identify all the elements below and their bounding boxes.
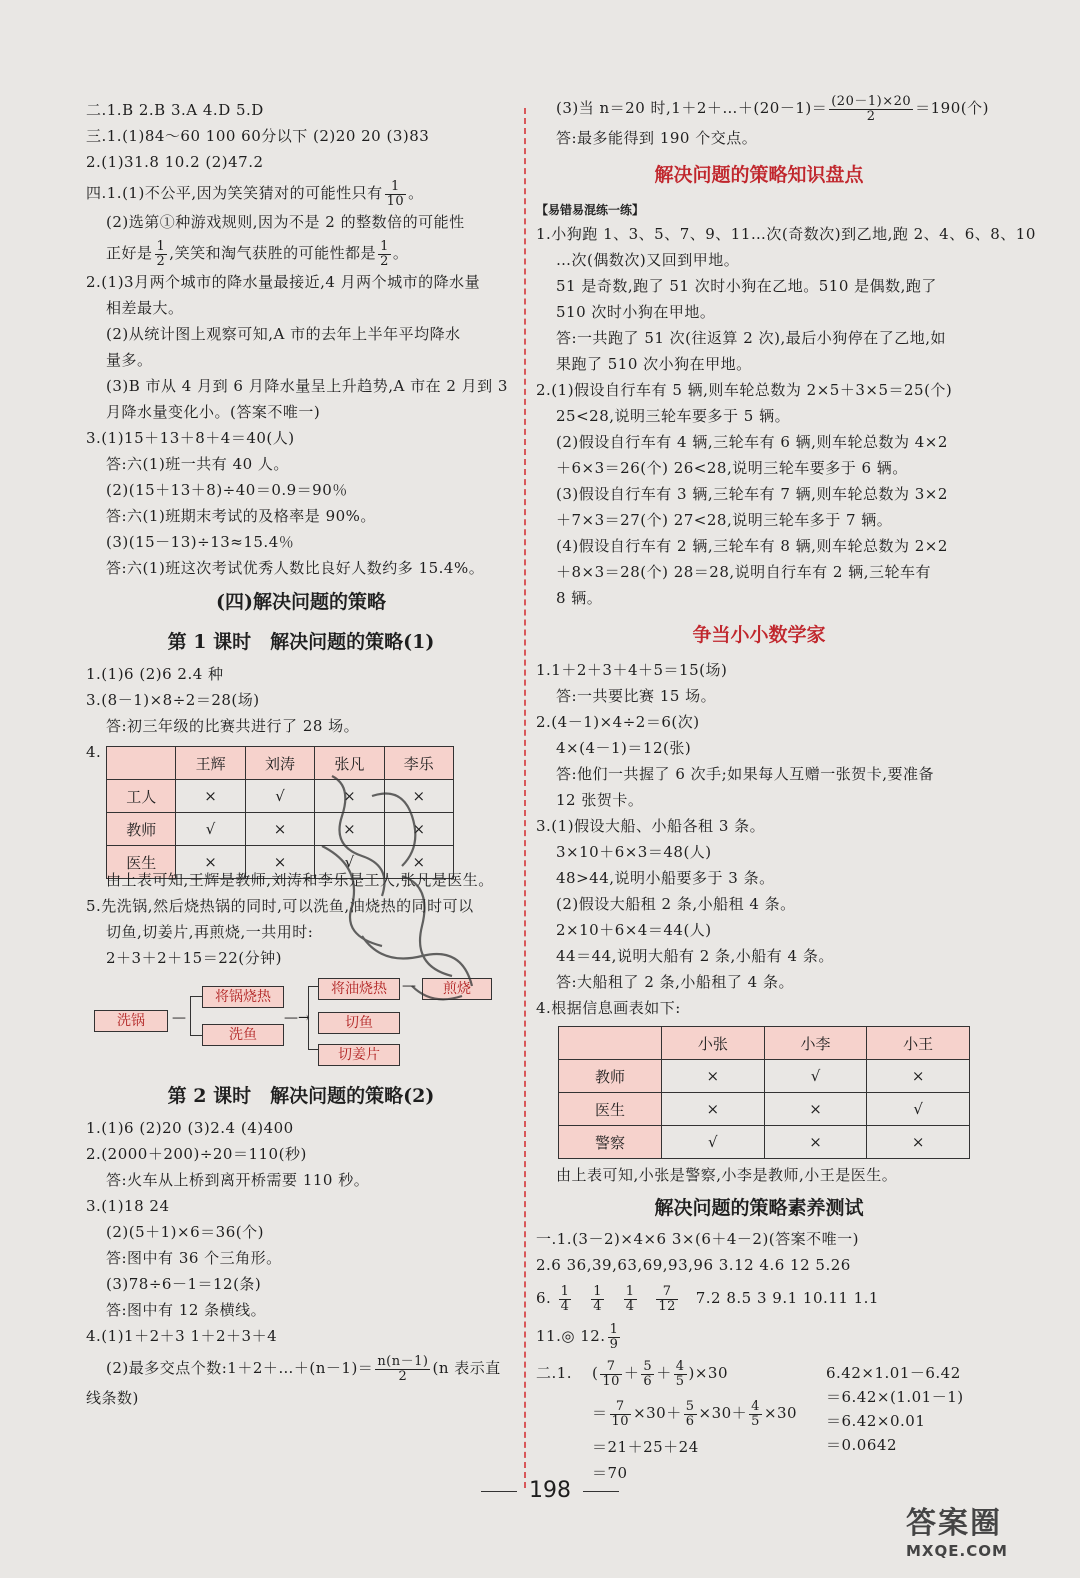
answer-line: 3.(1)15＋13＋8＋4＝40(人) [86, 429, 295, 447]
calc-line: ( $\frac{7}{10}$ ＋ $\frac{5}{6}$ ＋ $\frac{4}{5}$ )×30 [592, 1358, 729, 1389]
section-title: 解决问题的策略素养测试 [654, 1197, 864, 1219]
answer-line: (2)假设自行车有 4 辆,三轮车有 6 辆,则车轮总数为 4×2 [556, 433, 948, 451]
table-cell: 教师 [107, 813, 176, 846]
table-cell: × [662, 1060, 765, 1093]
answer-line: 1.(1)6 (2)20 (3)2.4 (4)400 [86, 1119, 294, 1137]
table-cell: 工人 [107, 780, 176, 813]
answer-line: 答:一共跑了 51 次(往返算 2 次),最后小狗停在了乙地,如 [556, 329, 946, 347]
answer-line: 答:大船租了 2 条,小船租了 4 条。 [556, 973, 794, 991]
table-cell: √ [245, 780, 314, 813]
answer-line: 2.(1)假设自行车有 5 辆,则车轮总数为 2×5＋3×5＝25(个) [536, 381, 953, 399]
answer-line: 4.根据信息画表如下: [536, 999, 681, 1017]
question-number: 二.1. [536, 1364, 573, 1382]
table-cell: × [867, 1126, 970, 1159]
answer-line: (2)从统计图上观察可知,A 市的去年上半年平均降水 [106, 325, 461, 343]
answer-line: 切鱼,切姜片,再煎烧,一共用时: [106, 923, 314, 941]
answer-line: 线条数) [86, 1389, 139, 1407]
answer-line: 量多。 [106, 351, 153, 369]
table-cell: × [764, 1093, 867, 1126]
practice-tag: 【易错易混练一练】 [536, 203, 645, 217]
answer-line: 答:六(1)班一共有 40 人。 [106, 455, 289, 473]
table-cell: √ [867, 1093, 970, 1126]
table-cell: 警察 [559, 1126, 662, 1159]
calc-line: ＝ $\frac{7}{10}$ ×30＋ $\frac{5}{6}$ ×30＋ $\frac{4}{5}$ ×30 [592, 1398, 798, 1429]
table-header: 李乐 [384, 747, 453, 780]
table-cell: × [867, 1060, 970, 1093]
calc-line: ＝21＋25＋24 [592, 1438, 699, 1456]
answer-line: (2)假设大船租 2 条,小船租 4 条。 [556, 895, 796, 913]
answer-line: (2)(5＋1)×6＝36(个) [106, 1223, 264, 1241]
table-header: 刘涛 [245, 747, 314, 780]
lesson-title: 第 1 课时 解决问题的策略(1) [167, 631, 435, 653]
table-cell: × [245, 813, 314, 846]
answer-line: 答:初三年级的比赛共进行了 28 场。 [106, 717, 360, 735]
arrow-icon: —→ [284, 1010, 310, 1026]
table-header [107, 747, 176, 780]
section-title: 争当小小数学家 [692, 624, 826, 646]
answer-line: (2)(15＋13＋8)÷40＝0.9＝90％ [106, 481, 348, 499]
calc-line: ＝6.42×0.01 [826, 1412, 926, 1430]
table-cell: √ [315, 846, 384, 879]
flow-box: 煎烧 [422, 978, 492, 1000]
flow-bracket [308, 986, 318, 1050]
fraction: $\frac{n(n-1)}{2}$ [377, 1353, 429, 1384]
answer-line: 1.1＋2＋3＋4＋5＝15(场) [536, 661, 728, 679]
flow-box: 洗锅 [94, 1010, 168, 1032]
table-header [559, 1027, 662, 1060]
answer-line: 由上表可知,王辉是教师,刘涛和李乐是工人,张凡是医生。 [106, 871, 494, 889]
site-logo: 答案圈 MXQE.COM [906, 1506, 1008, 1560]
answer-line: 答:六(1)班这次考试优秀人数比良好人数约多 15.4%。 [106, 559, 485, 577]
answer-line: (2)最多交点个数:1＋2＋…＋(n－1)＝ $\frac{n(n-1)}{2}$ (n 表示直 [106, 1353, 501, 1384]
table-header: 小王 [867, 1027, 970, 1060]
answer-line: 3×10＋6×3＝48(人) [556, 843, 712, 861]
question-number: 4. [86, 743, 102, 761]
answer-line: 答:六(1)班期末考试的及格率是 90%。 [106, 507, 376, 525]
lesson-title: 第 2 课时 解决问题的策略(2) [167, 1085, 435, 1107]
table-cell: × [384, 780, 453, 813]
flow-box: 切姜片 [318, 1044, 400, 1066]
answer-line: 2.(2000＋200)÷20＝110(秒) [86, 1145, 307, 1163]
table-cell: 医生 [107, 846, 176, 879]
answer-line: (3)B 市从 4 月到 6 月降水量呈上升趋势,A 市在 2 月到 3 [106, 377, 508, 395]
fraction: $\frac{1}{4}$ [625, 1283, 635, 1314]
answer-line: 25<28,说明三轮车要多于 5 辆。 [556, 407, 791, 425]
table-cell: √ [176, 813, 245, 846]
fraction: $\frac{1}{2}$ [380, 238, 389, 269]
answer-line: 4×(4－1)＝12(张) [556, 739, 692, 757]
occupation-table [106, 746, 454, 879]
answer-line: 3.(1)18 24 [86, 1197, 170, 1215]
fraction: $\frac{1}{2}$ [156, 238, 166, 269]
answer-line: 4.(1)1＋2＋3 1＋2＋3＋4 [86, 1327, 278, 1345]
calc-line: ＝70 [592, 1464, 628, 1482]
answer-line: 510 次时小狗在甲地。 [556, 303, 716, 321]
table-cell: × [176, 780, 245, 813]
answer-line: 1.(1)6 (2)6 2.4 种 [86, 665, 224, 683]
calc-line: 6.42×1.01－6.42 [826, 1364, 961, 1382]
answer-line: (3)(15－13)÷13≈15.4％ [106, 533, 295, 551]
fraction: $\frac{1}{9}$ [609, 1321, 619, 1352]
table-header: 小张 [662, 1027, 765, 1060]
flow-bracket [190, 996, 202, 1036]
table-cell: × [315, 780, 384, 813]
answer-line: 11.◎ 12. $\frac{1}{9}$ [536, 1321, 619, 1352]
left-column [86, 98, 516, 1412]
answer-line: (3)当 n＝20 时,1＋2＋…＋(20－1)＝ $\frac{(20-1)\times 20}{2}$ ＝190(个) [556, 93, 989, 124]
answer-line: 二.1.B 2.B 3.A 4.D 5.D [86, 101, 264, 119]
answer-line: 果跑了 510 次小狗在甲地。 [556, 355, 752, 373]
answer-line: 月降水量变化小。(答案不唯一) [106, 403, 321, 421]
table-cell: × [176, 846, 245, 879]
calc-line: ＝0.0642 [826, 1436, 897, 1454]
answer-line: 1.小狗跑 1、3、5、7、9、11…次(奇数次)到乙地,跑 2、4、6、8、10 [536, 225, 1036, 243]
answer-line: (3)假设自行车有 3 辆,三轮车有 7 辆,则车轮总数为 3×2 [556, 485, 948, 503]
flow-box: 将锅烧热 [202, 986, 284, 1008]
flow-box: 洗鱼 [202, 1024, 284, 1046]
calculation-block [536, 1355, 982, 1482]
answer-line: ＋8×3＝28(个) 28＝28,说明自行车有 2 辆,三轮车有 [556, 563, 932, 581]
answer-line: 48>44,说明小船要多于 3 条。 [556, 869, 775, 887]
answer-line: 2.(1)3月两个城市的降水量最接近,4 月两个城市的降水量 [86, 273, 481, 291]
table-cell: × [384, 846, 453, 879]
answer-line: 由上表可知,小张是警察,小李是教师,小王是医生。 [556, 1166, 898, 1184]
fraction: $\frac{(20-1)\times 20}{2}$ [831, 93, 912, 124]
answer-line: 答:最多能得到 190 个交点。 [556, 129, 758, 147]
fraction: $\frac{7}{12}$ [658, 1283, 676, 1314]
answer-line: 一.1.(3－2)×4×6 3×(6＋4－2)(答案不唯一) [536, 1230, 860, 1248]
answer-line: 5.先洗锅,然后烧热锅的同时,可以洗鱼,油烧热的同时可以 [86, 897, 474, 915]
answer-line: 三.1.(1)84～60 100 60分以下 (2)20 20 (3)83 [86, 127, 430, 145]
table-cell: × [662, 1093, 765, 1126]
answer-line: 2.(1)31.8 10.2 (2)47.2 [86, 153, 264, 171]
answer-line: 8 辆。 [556, 589, 603, 607]
flow-box: 将油烧热 [318, 978, 400, 1000]
table-cell: × [315, 813, 384, 846]
table-cell: 教师 [559, 1060, 662, 1093]
right-column [536, 93, 1036, 1482]
answer-line: 2.6 36,39,63,69,93,96 3.12 4.6 12 5.26 [536, 1256, 851, 1274]
answer-line: 正好是 $\frac{1}{2}$ ,笑笑和淘气获胜的可能性都是 $\frac{1}{2}$ 。 [106, 238, 409, 269]
answer-line: 6. $\frac{1}{4}$ $\frac{1}{4}$ $\frac{1}{4}$ $\frac{7}{12}$ 7.2 8.5 3 9.1 10.11 1.1 [536, 1283, 879, 1314]
page-number: 198 [430, 1478, 670, 1503]
table-cell: × [764, 1126, 867, 1159]
answer-line: (4)假设自行车有 2 辆,三轮车有 8 辆,则车轮总数为 2×2 [556, 537, 948, 555]
answer-line: 2×10＋6×4＝44(人) [556, 921, 712, 939]
answer-line: 3.(8－1)×8÷2＝28(场) [86, 691, 260, 709]
answer-line: ＋7×3＝27(个) 27<28,说明三轮车多于 7 辆。 [556, 511, 893, 529]
table-cell: × [245, 846, 314, 879]
answer-line: 3.(1)假设大船、小船各租 3 条。 [536, 817, 766, 835]
answer-line: 四.1.(1)不公平,因为笑笑猜对的可能性只有 $\frac{1}{10}$ 。 [86, 178, 424, 209]
table-cell: √ [764, 1060, 867, 1093]
table-header: 王辉 [176, 747, 245, 780]
answer-line: 相差最大。 [106, 299, 184, 317]
fraction: $\frac{1}{4}$ [593, 1283, 602, 1314]
answer-line: 答:火车从上桥到离开桥需要 110 秒。 [106, 1171, 370, 1189]
table-header: 小李 [764, 1027, 867, 1060]
answer-line: 12 张贺卡。 [556, 791, 644, 809]
answer-line: (2)选第①种游戏规则,因为不是 2 的整数倍的可能性 [106, 213, 465, 231]
section-title: 解决问题的策略知识盘点 [654, 164, 864, 186]
answer-line: 答:他们一共握了 6 次手;如果每人互赠一张贺卡,要准备 [556, 765, 934, 783]
answer-line: 答:一共要比赛 15 场。 [556, 687, 717, 705]
section-title: (四)解决问题的策略 [216, 591, 386, 613]
answer-line: 答:图中有 36 个三角形。 [106, 1249, 282, 1267]
question-4-block [86, 740, 516, 872]
answer-line: 2＋3＋2＋15＝22(分钟) [106, 949, 283, 967]
answer-line: (3)78÷6－1＝12(条) [106, 1275, 262, 1293]
cooking-flowchart [86, 972, 516, 1072]
table-cell: 医生 [559, 1093, 662, 1126]
fraction: $\frac{1}{4}$ [560, 1283, 570, 1314]
calc-line: ＝6.42×(1.01－1) [826, 1388, 964, 1406]
answer-line: 2.(4－1)×4÷2＝6(次) [536, 713, 700, 731]
answer-line: 44＝44,说明大船有 2 条,小船有 4 条。 [556, 947, 834, 965]
table-cell: × [384, 813, 453, 846]
flow-box: 切鱼 [318, 1012, 400, 1034]
column-divider [524, 108, 526, 1488]
answer-line: ＋6×3＝26(个) 26<28,说明三轮车要多于 6 辆。 [556, 459, 908, 477]
arrow-icon: — [172, 1010, 186, 1026]
answer-line: 答:图中有 12 条横线。 [106, 1301, 267, 1319]
table-cell: √ [662, 1126, 765, 1159]
fraction: $\frac{1}{10}$ [386, 178, 405, 209]
table-header: 张凡 [315, 747, 384, 780]
occupation-table-2 [558, 1026, 970, 1159]
answer-line: 51 是奇数,跑了 51 次时小狗在乙地。510 是偶数,跑了 [556, 277, 937, 295]
arrow-icon: — [402, 978, 416, 994]
answer-line: …次(偶数次)又回到甲地。 [556, 251, 740, 269]
